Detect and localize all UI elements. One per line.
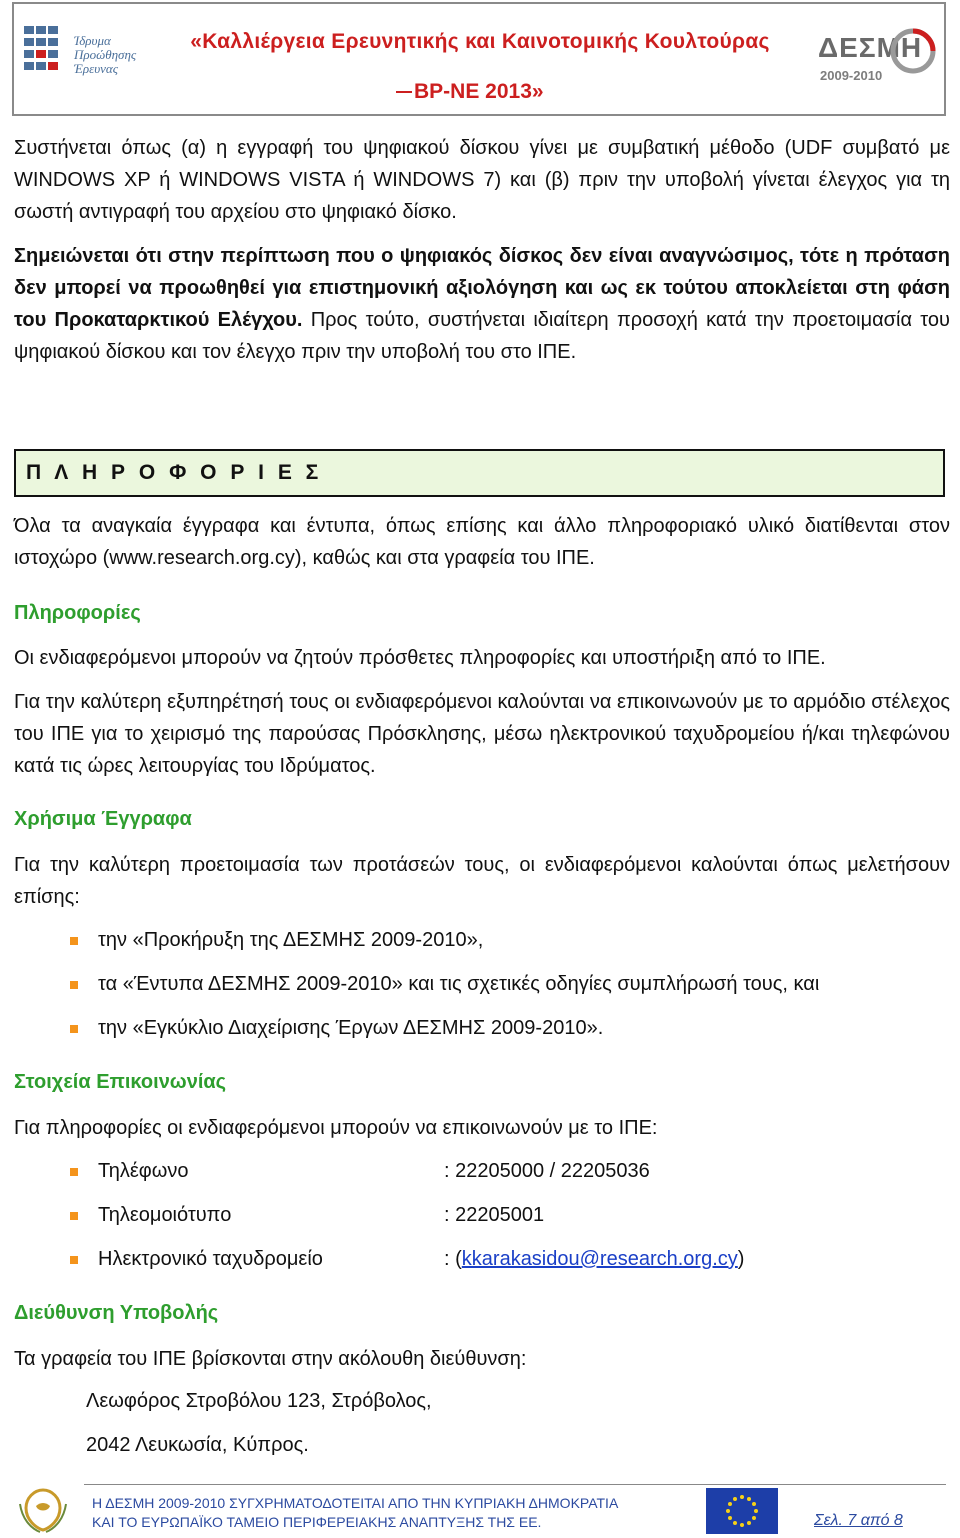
contact-label-fax: Τηλεομοιότυπο (98, 1204, 232, 1226)
ipe-logo-text: Ίδρυμα Προώθησης Έρευνας (74, 33, 137, 76)
heading-information: Πληροφορίες (14, 602, 141, 624)
footer-funding-text: Η ΔΕΣΜΗ 2009-2010 ΣΥΓΧΡΗΜΑΤΟΔΟΤΕΙΤΑΙ ΑΠΟ ΤΗΝ ΚΥΠΡΙΑΚΗ ΔΗΜΟΚΡΑΤΙΑ ΚΑΙ ΤΟ ΕΥΡΩΠΑΪΚΟ ΤΑΜΕΙΟ ΠΕΡΙΦΕΡΕΙΑΚΗΣ ΑΝΑΠΤΥΞΗΣ ΤΗΣ ΕΕ. (92, 1495, 619, 1530)
header-title: «Καλλιέργεια Ερευνητικής και Καινοτομικής Κουλτούρας (190, 30, 770, 53)
paragraph-contact-staff: Για την καλύτερη εξυπηρέτησή τους οι ενδιαφερόμενοι καλούνται να επικοινωνούν με το αρμόδιο στέλεχος του ΙΠΕ για το χειρισμό της παρούσας Πρόσκλησης, μέσω ηλεκτρονικού ταχυδρομείου ή/και τηλεφώνου κατά τις ώρες λειτουργίας του Ιδρύματος. (14, 691, 950, 777)
paragraph-documents-available: Όλα τα αναγκαία έγγραφα και έντυπα, όπως επίσης και άλλο πληροφοριακό υλικό διατίθενται στον ιστοχώρο (www.research.org.cy), καθώς και στα γραφεία του ΙΠΕ. (14, 515, 950, 569)
paragraph-study-documents: Για την καλύτερη προετοιμασία των προτάσεών τους, οι ενδιαφερόμενοι καλούνται όπως μελετήσουν επίσης: (14, 854, 950, 908)
bullet-icon (70, 937, 78, 945)
paragraph-disk-recording: Συστήνεται όπως (α) η εγγραφή του ψηφιακού δίσκου γίνει με συμβατική μέθοδο (UDF συμβατό με WINDOWS XP ή WINDOWS VISTA ή WINDOWS 7) και (β) πριν την υποβολή γίνεται έλεγχος για τη σωστή αντιγραφή του αρχείου στο ψηφιακό δίσκο. (14, 137, 950, 223)
info-section-box (14, 449, 945, 497)
contact-value-email: : (kkarakasidou@research.org.cy) (444, 1248, 745, 1270)
list-item-document: την «Προκήρυξη της ΔΕΣΜΗΣ 2009-2010», (98, 929, 484, 951)
list-item-document: την «Εγκύκλιο Διαχείρισης Έργων ΔΕΣΜΗΣ 2009-2010». (98, 1017, 604, 1039)
header-subtitle: ΒΡ-ΝΕ 2013» (396, 80, 544, 104)
ipe-logo (20, 22, 160, 82)
eu-flag-icon (706, 1488, 778, 1534)
list-item-document: τα «Έντυπα ΔΕΣΜΗΣ 2009-2010» και τις σχετικές οδηγίες συμπλήρωσή τους, και (98, 973, 820, 995)
paragraph-address-intro: Τα γραφεία του ΙΠΕ βρίσκονται στην ακόλουθη διεύθυνση: (14, 1348, 527, 1370)
contact-label-email: Ηλεκτρονικό ταχυδρομείο (98, 1248, 323, 1270)
page-number: Σελ. 7 από 8 (814, 1512, 903, 1529)
paragraph-support: Οι ενδιαφερόμενοι μπορούν να ζητούν πρόσθετες πληροφορίες και υποστήριξη από το ΙΠΕ. (14, 647, 826, 669)
contact-label-phone: Τηλέφωνο (98, 1160, 189, 1182)
address-line-city: 2042 Λευκωσία, Κύπρος. (86, 1434, 309, 1456)
desmi-logo-icon (890, 28, 936, 74)
ipe-logo-icon (20, 22, 64, 76)
bullet-icon (70, 1025, 78, 1033)
bullet-icon (70, 1212, 78, 1220)
heading-submission-address: Διεύθυνση Υποβολής (14, 1302, 219, 1324)
desmi-logo-years: 2009-2010 (820, 68, 883, 83)
address-line-street: Λεωφόρος Στροβόλου 123, Στρόβολος, (86, 1390, 432, 1412)
info-section-title: Π Λ Η Ρ Ο Φ Ο Ρ Ι Ε Σ (26, 461, 323, 484)
bullet-icon (70, 1168, 78, 1176)
heading-contact-details: Στοιχεία Επικοινωνίας (14, 1071, 227, 1093)
contact-value-fax: : 22205001 (444, 1204, 545, 1226)
cyprus-crest-icon (16, 1484, 70, 1534)
heading-useful-documents: Χρήσιμα Έγγραφα (14, 808, 192, 830)
footer-divider (84, 1484, 946, 1485)
desmi-logo-text: ΔΕΣΜΗ (818, 32, 923, 63)
bullet-icon (70, 1256, 78, 1264)
paragraph-disk-warning (14, 240, 950, 368)
contact-value-phone: : 22205000 / 22205036 (444, 1160, 650, 1182)
desmi-logo (818, 24, 942, 94)
paragraph-contact-intro: Για πληροφορίες οι ενδιαφερόμενοι μπορούν να επικοινωνούν με το ΙΠΕ: (14, 1117, 658, 1139)
paragraph-disk-warning-rest: Προς τούτο, συστήνεται ιδιαίτερη προσοχή κατά την προετοιμασία του ψηφιακού δίσκου και τον έλεγχο πριν την υποβολή του στο ΙΠΕ. (14, 309, 950, 363)
paragraph-disk-warning-bold: Σημειώνεται ότι στην περίπτωση που ο ψηφιακός δίσκος δεν είναι αναγνώσιμος, τότε η πρόταση δεν μπορεί να προωθηθεί για επιστημονική αξιολόγηση και ως εκ τούτου αποκλείεται στη φάση του Προκαταρκτικού Ελέγχου. (14, 245, 950, 331)
bullet-icon (70, 981, 78, 989)
email-link[interactable]: kkarakasidou@research.org.cy (461, 1248, 738, 1270)
